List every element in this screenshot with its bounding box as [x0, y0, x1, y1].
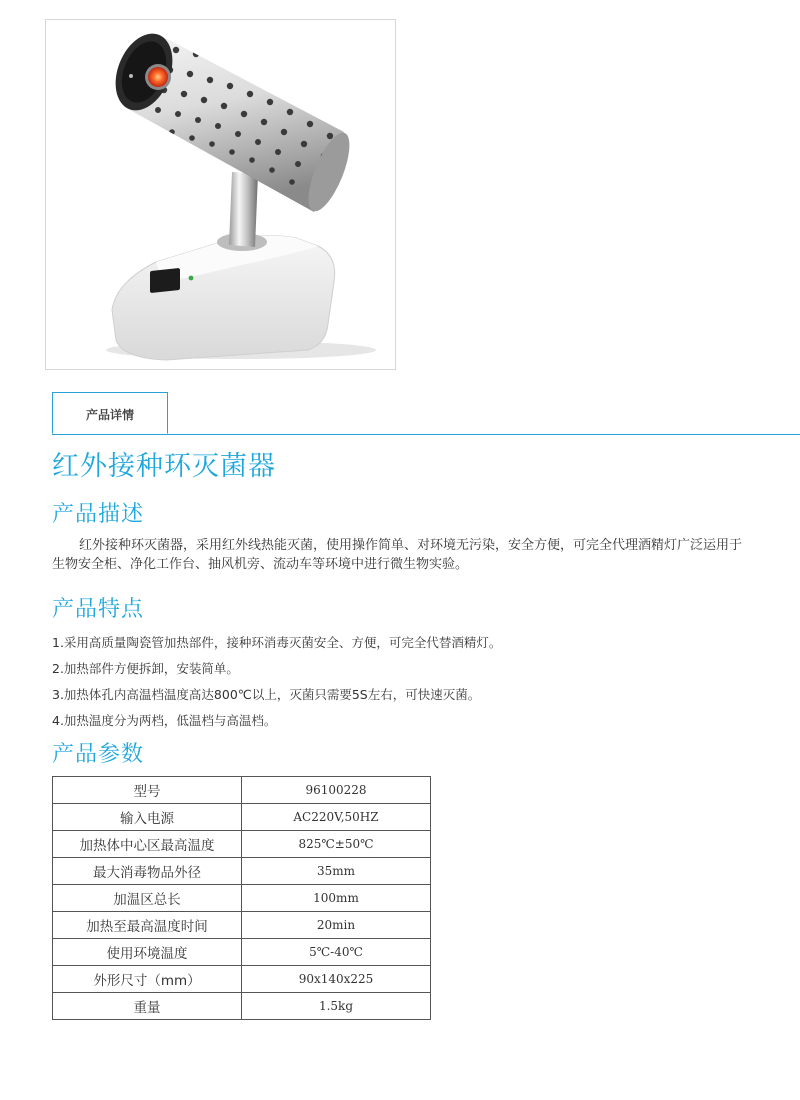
table-row [53, 993, 431, 1020]
spec-key: 重量 [53, 993, 242, 1020]
table-row [53, 858, 431, 885]
description-text: 红外接种环灭菌器，采用红外线热能灭菌，使用操作简单、对环境无污染，安全方便，可完全代理酒精灯广泛运用于生物安全柜、净化工作台、抽风机旁、流动车等环境中进行微生物实验。 [52, 538, 743, 572]
spec-value: AC220V,50HZ [242, 804, 431, 831]
product-image [45, 19, 396, 370]
tab-product-details[interactable]: 产品详情 [52, 392, 168, 434]
spec-value: 5℃-40℃ [242, 939, 431, 966]
feature-item: 2.加热部件方便拆卸，安装简单。 [52, 661, 239, 676]
description-heading: 产品描述 [52, 502, 145, 527]
spec-value: 100mm [242, 885, 431, 912]
spec-key: 最大消毒物品外径 [53, 858, 242, 885]
spec-key: 加温区总长 [53, 885, 242, 912]
table-row [53, 831, 431, 858]
specs-table [52, 776, 431, 1020]
spec-value: 1.5kg [242, 993, 431, 1020]
spec-key: 加热至最高温度时间 [53, 912, 242, 939]
spec-key: 加热体中心区最高温度 [53, 831, 242, 858]
table-row [53, 777, 431, 804]
tab-bar [52, 392, 800, 435]
spec-key: 外形尺寸（mm） [53, 966, 242, 993]
table-row [53, 966, 431, 993]
spec-value: 825℃±50℃ [242, 831, 431, 858]
feature-item: 1.采用高质量陶瓷管加热部件，接种环消毒灭菌安全、方便，可完全代替酒精灯。 [52, 635, 502, 650]
table-row [53, 804, 431, 831]
feature-item: 4.加热温度分为两档，低温档与高温档。 [52, 713, 277, 728]
table-row [53, 939, 431, 966]
specs-heading: 产品参数 [52, 742, 145, 767]
spec-value: 20min [242, 912, 431, 939]
feature-item: 3.加热体孔内高温档温度高达800℃以上，灭菌只需要5S左右，可快速灭菌。 [52, 687, 481, 702]
spec-value: 96100228 [242, 777, 431, 804]
page-title: 红外接种环灭菌器 [52, 451, 276, 482]
spec-key: 型号 [53, 777, 242, 804]
spec-value: 90x140x225 [242, 966, 431, 993]
sterilizer-illustration [46, 20, 395, 369]
spec-value: 35mm [242, 858, 431, 885]
spec-key: 输入电源 [53, 804, 242, 831]
features-heading: 产品特点 [52, 597, 145, 622]
table-row [53, 885, 431, 912]
table-row [53, 912, 431, 939]
spec-key: 使用环境温度 [53, 939, 242, 966]
